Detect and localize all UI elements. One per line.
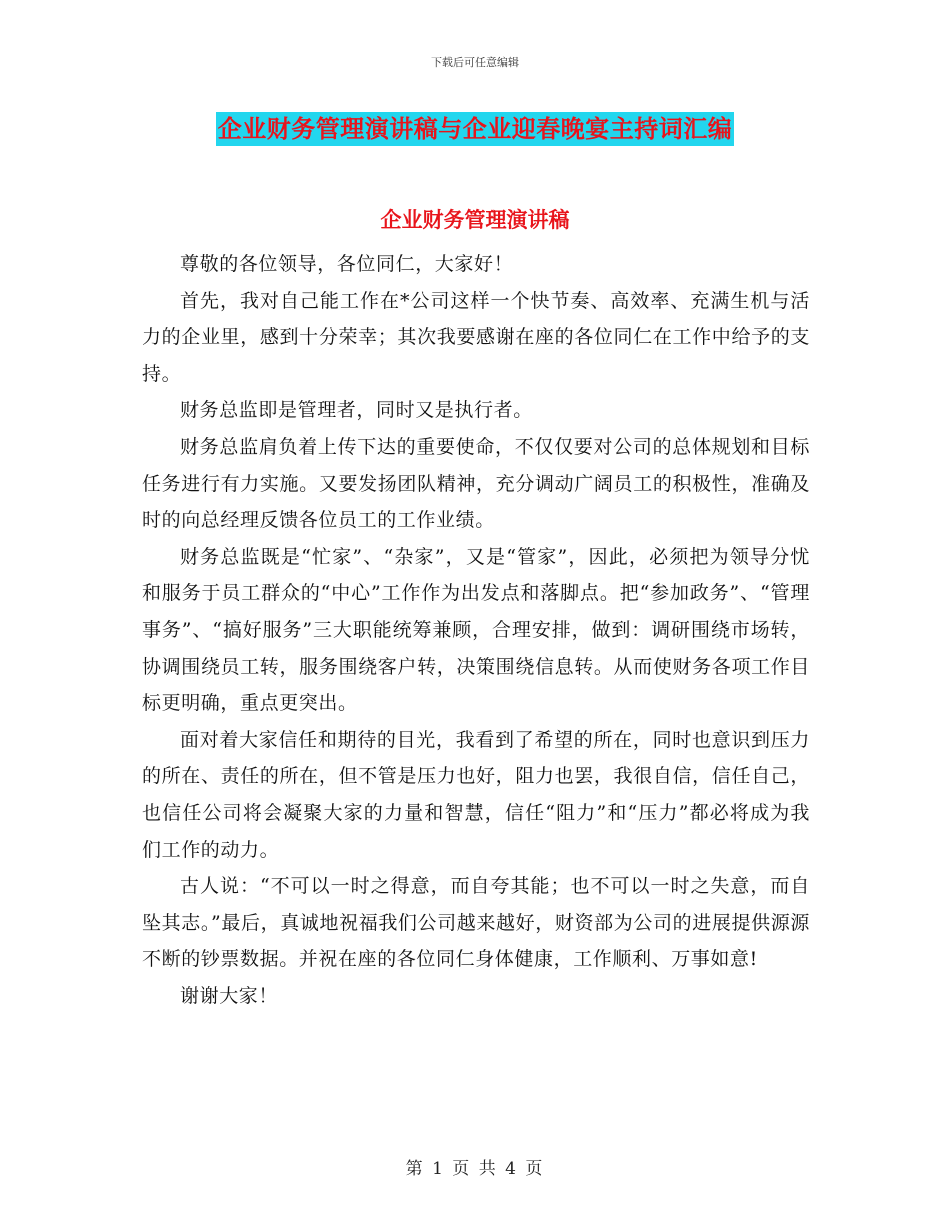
section-title: 企业财务管理演讲稿 [380, 208, 570, 232]
document-title-container [0, 112, 950, 146]
page-number-footer: 第 1 页 共 4 页 [405, 1159, 545, 1179]
document-title: 企业财务管理演讲稿与企业迎春晚宴主持词汇编 [216, 112, 735, 146]
paragraph: 财务总监既是“忙家”、“杂家”，又是“管家”，因此，必须把为领导分忧和服务于员工群众的“中心”工作作为出发点和落脚点。把“参加政务”、“管理事务”、“搞好服务”三大职能统筹兼顾，合理安排，做到：调研围绕市场转，协调围绕员工转，服务围绕客户转，决策围绕信息转。从而使财务各项工作目标更明确，重点更突出。 [142, 545, 810, 715]
paragraph: 首先，我对自己能工作在*公司这样一个快节奏、高效率、充满生机与活力的企业里，感到十分荣幸；其次我要感谢在座的各位同仁在工作中给予的支持。 [142, 289, 810, 385]
paragraph: 尊敬的各位领导，各位同仁，大家好！ [180, 253, 514, 275]
paragraph: 面对着大家信任和期待的目光，我看到了希望的所在，同时也意识到压力的所在、责任的所在，但不管是压力也好，阻力也罢，我很自信，信任自己，也信任公司将会凝聚大家的力量和智慧，信任“阻力”和“压力”都必将成为我们工作的动力。 [142, 728, 810, 861]
paragraph: 谢谢大家！ [180, 984, 279, 1007]
document-body [142, 246, 810, 1014]
paragraph: 财务总监肩负着上传下达的重要使命，不仅仅要对公司的总体规划和目标任务进行有力实施。又要发扬团队精神，充分调动广阔员工的积极性，准确及时的向总经理反馈各位员工的工作业绩。 [142, 435, 810, 532]
paragraph: 财务总监即是管理者，同时又是执行者。 [180, 399, 533, 422]
header-note: 下载后可任意编辑 [431, 56, 519, 69]
paragraph: 古人说：“不可以一时之得意，而自夸其能；也不可以一时之失意，而自坠其志。”最后，真诚地祝福我们公司越来越好，财资部为公司的进展提供源源不断的钞票数据。并祝在座的各位同仁身体健康，工作顺利、万事如意! [142, 875, 810, 971]
